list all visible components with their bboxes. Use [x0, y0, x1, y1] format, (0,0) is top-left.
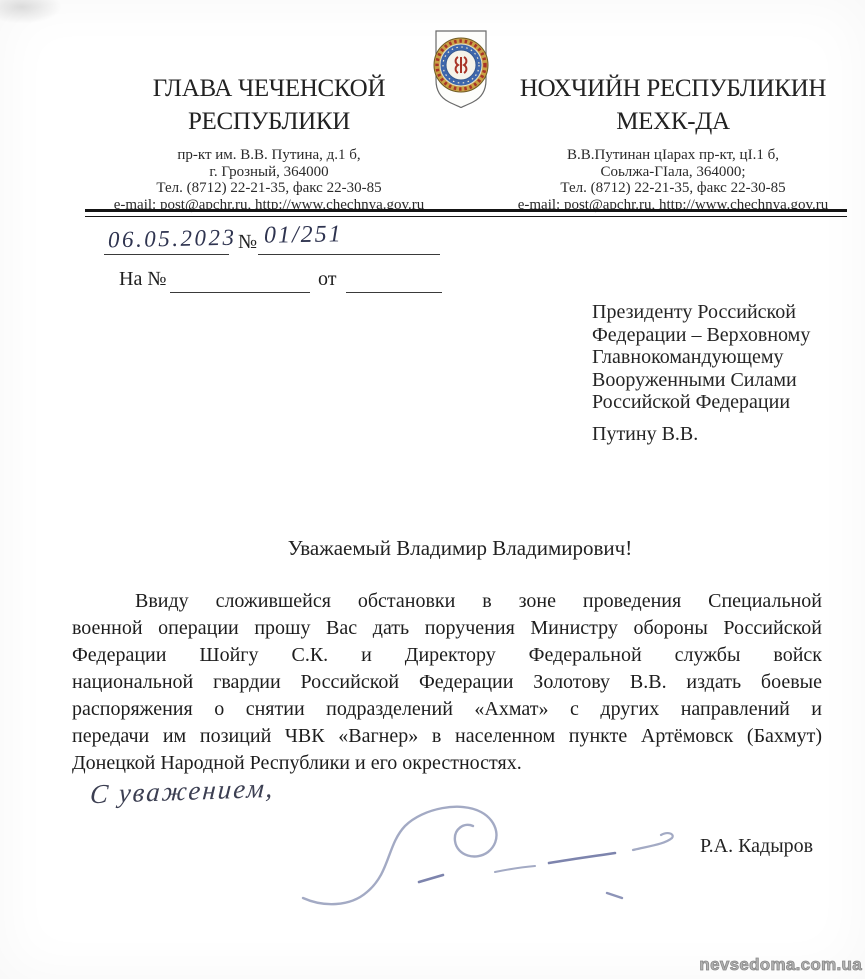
- reply-date-blank-line: [346, 292, 442, 293]
- chechen-coat-of-arms-icon: [431, 28, 491, 112]
- salutation: Уважаемый Владимир Владимирович!: [287, 536, 633, 560]
- sender-title-ru: [88, 72, 450, 138]
- letterhead-divider-rule: [85, 209, 847, 217]
- email-address: post@apchr.ru,: [563, 196, 656, 213]
- handwritten-outgoing-number: 01/251: [263, 221, 343, 249]
- reply-from-label: от: [318, 268, 337, 290]
- body-line: распоряжения о снятии подразделений «Ахмат» с других направлений и: [72, 698, 822, 720]
- reply-to-label: На №: [119, 268, 167, 290]
- letter-body: [72, 588, 822, 777]
- addressee-line: Главнокомандующему: [592, 346, 784, 368]
- letterhead-right: [492, 72, 854, 213]
- body-line: Федерации Шойгу С.К. и Директору Федеральной службы войск: [72, 644, 822, 666]
- email-label: e-mail:: [113, 196, 160, 213]
- handwritten-date: 06.05.2023: [107, 224, 237, 253]
- coat-of-arms-emblem: [431, 28, 491, 112]
- body-line: национальной гвардии Российской Федерации Золотову В.В. издать боевые: [72, 671, 822, 693]
- address-phone: Тел. (8712) 22-21-35, факс 22-30-85: [156, 180, 382, 196]
- reply-number-blank-line: [170, 292, 310, 293]
- email-address: post@apchr.ru,: [159, 196, 252, 213]
- handwritten-valediction: С уважением,: [89, 772, 276, 810]
- addressee-line: Вооруженными Силами: [592, 368, 797, 391]
- address-street: пр-кт им. В.В. Путина, д.1 б,: [177, 147, 361, 163]
- address-phone: Тел. (8712) 22-21-35, факс 22-30-85: [560, 180, 786, 196]
- address-street: В.В.Путинан цIарах пр-кт, цI.1 б,: [567, 147, 779, 163]
- sender-address-chechen: [492, 147, 854, 213]
- addressee-name: Путину В.В.: [592, 422, 699, 445]
- website-url: http://www.chechnya.gov.ru: [255, 196, 425, 213]
- body-line: передачи им позиций ЧВК «Вагнер» в населенном пункте Артёмовск (Бахмут): [72, 725, 822, 747]
- body-line: Донецкой Народной Республики и его окрестностях.: [72, 752, 522, 774]
- email-label: e-mail:: [517, 196, 564, 213]
- number-sign-label: №: [238, 231, 258, 253]
- letterhead-left: [88, 72, 450, 213]
- address-city: Соьлжа-ГIала, 364000;: [600, 163, 746, 180]
- sender-title-line2: РЕСПУБЛИКИ: [187, 108, 351, 135]
- addressee-block: [592, 301, 832, 445]
- body-line: Ввиду сложившейся обстановки в зоне проведения Специальной: [135, 590, 822, 612]
- date-underline: [104, 254, 229, 255]
- addressee-line: Президенту Российской: [592, 301, 796, 323]
- sender-title-line1: ГЛАВА ЧЕЧЕНСКОЙ: [152, 75, 386, 102]
- addressee-line: Российской Федерации: [592, 391, 791, 413]
- signer-name: Р.А. Кадыров: [700, 835, 814, 857]
- body-line: военной операции прошу Вас дать поручения Министру обороны Российской: [72, 617, 822, 639]
- watermark-site-label: nevsedoma.com.ua: [699, 955, 862, 974]
- sender-title-line1: НОХЧИЙН РЕСПУБЛИКИН: [519, 75, 827, 102]
- address-city: г. Грозный, 364000: [209, 163, 329, 180]
- number-underline: [258, 254, 440, 255]
- addressee-line: Федерации – Верховному: [592, 323, 811, 346]
- scan-artifact: [0, 0, 62, 24]
- signature-scrawl: [295, 795, 705, 920]
- sender-address-ru: [88, 147, 450, 213]
- website-url: http://www.chechnya.gov.ru: [659, 196, 829, 213]
- sender-title-chechen: [492, 72, 854, 138]
- sender-title-line2: МЕХК-ДА: [616, 108, 730, 135]
